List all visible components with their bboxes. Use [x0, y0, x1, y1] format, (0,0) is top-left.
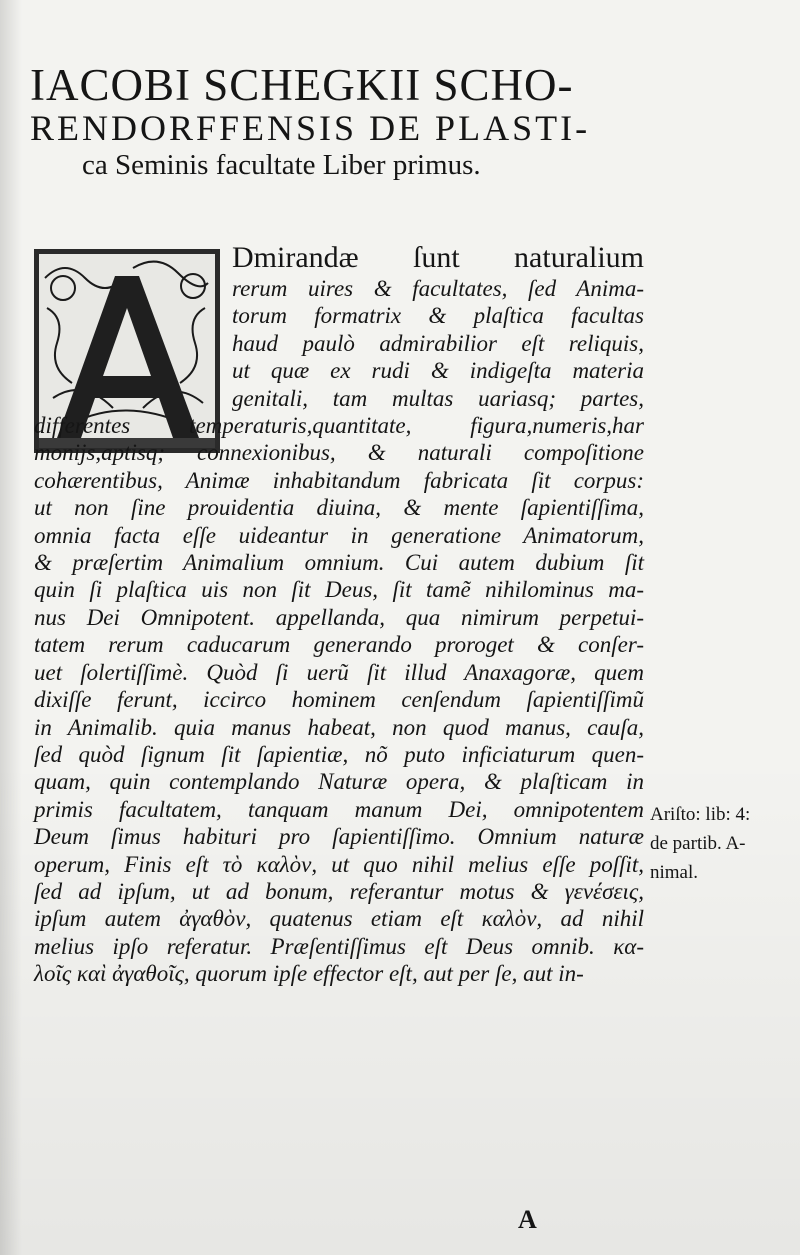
heading-line-2: RENDORFFENSIS DE PLASTI- [30, 108, 591, 148]
text-line: ſed ad ipſum, ut ad bonum, referantur motus & γενέσεις, [34, 878, 644, 904]
text-line: quam, quin contemplando Naturæ opera, & plaſticam in [34, 769, 644, 795]
first-line: Dmirandæ ſunt naturalium [232, 241, 644, 274]
heading-line-3: ca Seminis facultate Liber primus. [82, 149, 481, 181]
heading-line-1: IACOBI SCHEGKII SCHO- [30, 60, 574, 110]
marginal-line: nimal. [650, 862, 699, 883]
text-line: monijs,aptisq; connexionibus, & naturali compoſitione [34, 440, 644, 466]
text-line: differentes temperaturis,quantitate, figura,numeris,har [34, 413, 644, 439]
text-line: rerum uires & facultates, ſed Anima- [232, 276, 644, 301]
text-line: melius ipſo referatur. Præſentiſſimus eſt Deus omnib. κα- [34, 933, 644, 959]
text-line: λοῖς καὶ ἀγαθοῖς, quorum ipſe effector eſt, aut per ſe, aut in- [34, 961, 584, 987]
text-line: primis facultatem, tanquam manum Dei, omnipotentem [34, 796, 644, 822]
text-line: omnia facta eſſe uideantur in generatione Animatorum, [34, 522, 644, 548]
text-line: in Animalib. quia manus habeat, non quod manus, cauſa, [34, 714, 644, 740]
body-text [34, 243, 644, 988]
marginal-line: Ariſto: lib: 4: [650, 804, 751, 825]
text-line: dixiſſe ferunt, iccirco hominem cenſendum ſapientiſſimũ [34, 687, 644, 713]
text-line: quin ſi plaſtica uis non ſit Deus, ſit tamẽ nihilominus ma- [34, 577, 644, 603]
chapter-heading [30, 62, 650, 182]
marginal-line: de partib. A- [650, 833, 746, 854]
text-line: nus Dei Omnipotent. appellanda, qua nimirum perpetui- [34, 604, 644, 630]
text-line: ut non ſine prouidentia diuina, & mente ſapientiſſima, [34, 495, 644, 521]
text-line: ut quæ ex rudi & indigeſta materia [232, 358, 644, 384]
catchword: A [518, 1205, 537, 1234]
text-line: ſed quòd ſignum ſit ſapientiæ, nõ puto inficiaturum quen- [34, 741, 644, 767]
text-line: & præſertim Animalium omnium. Cui autem dubium ſit [34, 550, 644, 576]
text-line: ipſum autem ἀγαθὸν, quatenus etiam eſt καλὸν, ad nihil [34, 906, 644, 932]
text-line: torum formatrix & plaſtica facultas [232, 303, 644, 329]
text-line: genitali, tam multas uariasq; partes, [232, 385, 644, 411]
text-line: haud paulò admirabilior eſt reliquis, [232, 330, 644, 356]
text-line: uet ſolertiſſimè. Quòd ſi uerũ ſit illud Anaxagoræ, quem [34, 659, 644, 685]
text-line: tatem rerum caducarum generando proroget & conſer- [34, 632, 644, 658]
marginal-note [650, 800, 795, 887]
text-line: operum, Finis eſt τὸ καλὸν, ut quo nihil melius eſſe poſſit, [34, 851, 644, 877]
text-line: Deum ſimus habituri pro ſapientiſſimo. Omnium naturæ [34, 824, 644, 850]
text-line: cohærentibus, Animæ inhabitandum fabricata ſit corpus: [34, 467, 644, 493]
